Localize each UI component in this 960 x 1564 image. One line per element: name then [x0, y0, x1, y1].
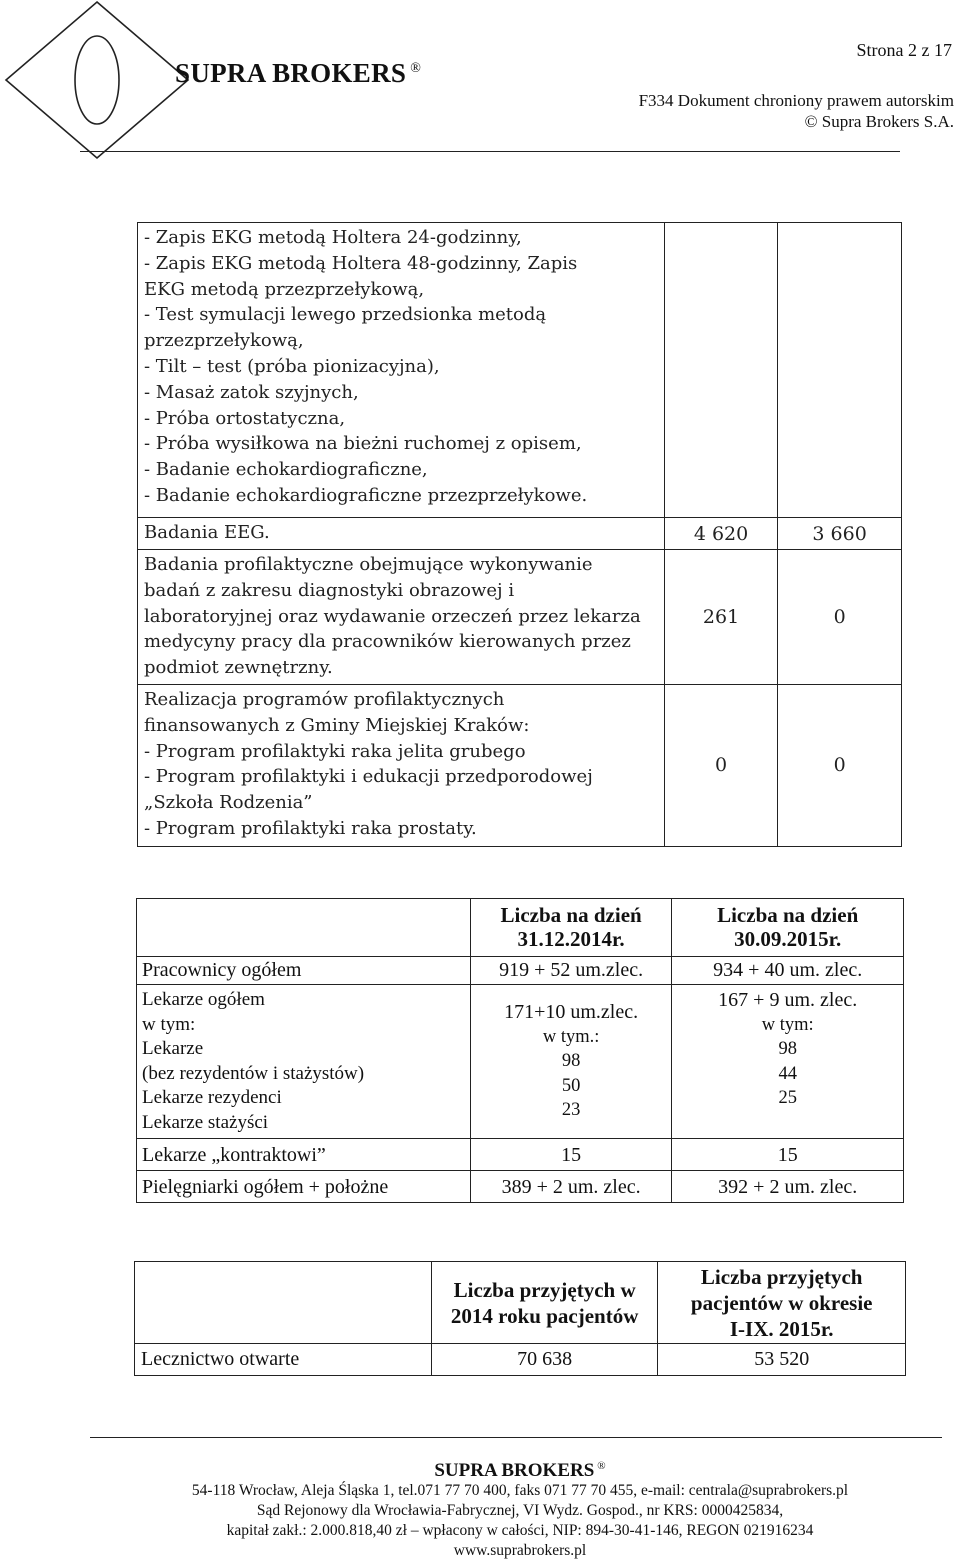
table-row — [137, 1171, 904, 1203]
value-cell: 0 — [778, 550, 902, 685]
row-label: Lecznictwo otwarte — [135, 1344, 432, 1376]
staff-table — [136, 898, 904, 1203]
value-cell — [664, 223, 777, 518]
column-header: Liczba przyjętych w 2014 roku pacjentów — [431, 1262, 657, 1344]
footer-court: Sąd Rejonowy dla Wrocławia-Fabrycznej, VI Wydz. Gospod., nr KRS: 0000425834, — [256, 1502, 784, 1519]
value-cell: 0 — [664, 684, 777, 846]
value-cell — [778, 223, 902, 518]
value-cell: 53 520 — [658, 1344, 906, 1376]
table-row — [138, 518, 902, 550]
table-header-row — [137, 899, 904, 957]
row-label: Lekarze ogółem w tym: Lekarze (bez rezydentów i stażystów) Lekarze rezydenci Lekarze stażyści — [137, 985, 471, 1139]
procedures-cell: Realizacja programów profilaktycznych finansowanych z Gminy Miejskiej Kraków: - Program profilaktyki raka jelita grubego - Program profilaktyki i edukacji przedporodowej „Szkoła Rodzenia” - Program profilaktyki raka prostaty. — [138, 684, 665, 846]
header-divider — [80, 151, 900, 152]
value-cell: 934 + 40 um. zlec. — [672, 957, 904, 985]
row-label: Pielęgniarki ogółem + położne — [137, 1171, 471, 1203]
value-cell: 392 + 2 um. zlec. — [672, 1171, 904, 1203]
column-header: Liczba na dzień 30.09.2015r. — [672, 899, 904, 957]
value-cell: 3 660 — [778, 518, 902, 550]
value-cell: 261 — [664, 550, 777, 685]
row-label: Lekarze „kontraktowi” — [137, 1139, 471, 1171]
empty-header-cell — [137, 899, 471, 957]
table-row — [137, 1139, 904, 1171]
table-row — [137, 985, 904, 1139]
value-cell: 167 + 9 um. zlec. w tym: 98 44 25 — [672, 985, 904, 1139]
value-cell: 389 + 2 um. zlec. — [470, 1171, 672, 1203]
footer-address: 54-118 Wrocław, Aleja Śląska 1, tel.071 77 70 400, faks 071 77 70 455, e-mail: centrala@suprabrokers.pl — [191, 1482, 849, 1499]
procedures-cell: Badania EEG. — [138, 518, 665, 550]
value-cell: 15 — [470, 1139, 672, 1171]
value-cell: 15 — [672, 1139, 904, 1171]
footer — [0, 1456, 960, 1561]
value-cell: 919 + 52 um.zlec. — [470, 957, 672, 985]
value-cell: 0 — [778, 684, 902, 846]
brand-name: SUPRA BROKERS ® — [175, 58, 422, 88]
procedures-table — [137, 222, 902, 847]
column-header: Liczba przyjętych pacjentów w okresie I-IX. 2015r. — [658, 1262, 906, 1344]
copyright-note: F334 Dokument chroniony prawem autorskim © Supra Brokers S.A. — [638, 91, 954, 131]
table-row — [138, 223, 902, 518]
table-row — [137, 957, 904, 985]
table-row — [138, 684, 902, 846]
supra-brokers-logo — [2, 0, 192, 160]
value-cell: 4 620 — [664, 518, 777, 550]
empty-header-cell — [135, 1262, 432, 1344]
procedures-cell: - Zapis EKG metodą Holtera 24-godzinny, - Zapis EKG metodą Holtera 48-godzinny, Zapis EKG metodą przezprzełykową, - Test symulacji lewego przedsionka metodą przezprzełykową, - Tilt – test (próba pionizacyjna), - Masaż zatok szyjnych, - Próba ortostatyczna, - Próba wysiłkowa na bieżni ruchomej z opisem, - Badanie echokardiograficzne, - Badanie echokardiograficzne przezprzełykowe. — [138, 223, 665, 518]
table-row — [135, 1344, 906, 1376]
footer-capital: kapitał zakł.: 2.000.818,40 zł – wpłacony w całości, NIP: 894-30-41-146, REGON 021916234 — [226, 1522, 814, 1539]
row-label: Pracownicy ogółem — [137, 957, 471, 985]
table-row — [138, 550, 902, 685]
procedures-cell: Badania profilaktyczne obejmujące wykonywanie badań z zakresu diagnostyki obrazowej i laboratoryjnej oraz wydawanie orzeczeń przez lekarza medycyny pracy dla pracowników kierowanych przez podmiot zewnętrzny. — [138, 550, 665, 685]
footer-divider — [90, 1437, 942, 1438]
table-header-row — [135, 1262, 906, 1344]
value-cell: 171+10 um.zlec. w tym.: 98 50 23 — [470, 985, 672, 1139]
value-cell: 70 638 — [431, 1344, 657, 1376]
footer-brand: SUPRA BROKERS ® — [434, 1460, 606, 1481]
page-number: Strona 2 z 17 — [856, 40, 952, 60]
footer-website: www.suprabrokers.pl — [453, 1542, 587, 1559]
column-header: Liczba na dzień 31.12.2014r. — [470, 899, 672, 957]
patients-table — [134, 1261, 906, 1376]
